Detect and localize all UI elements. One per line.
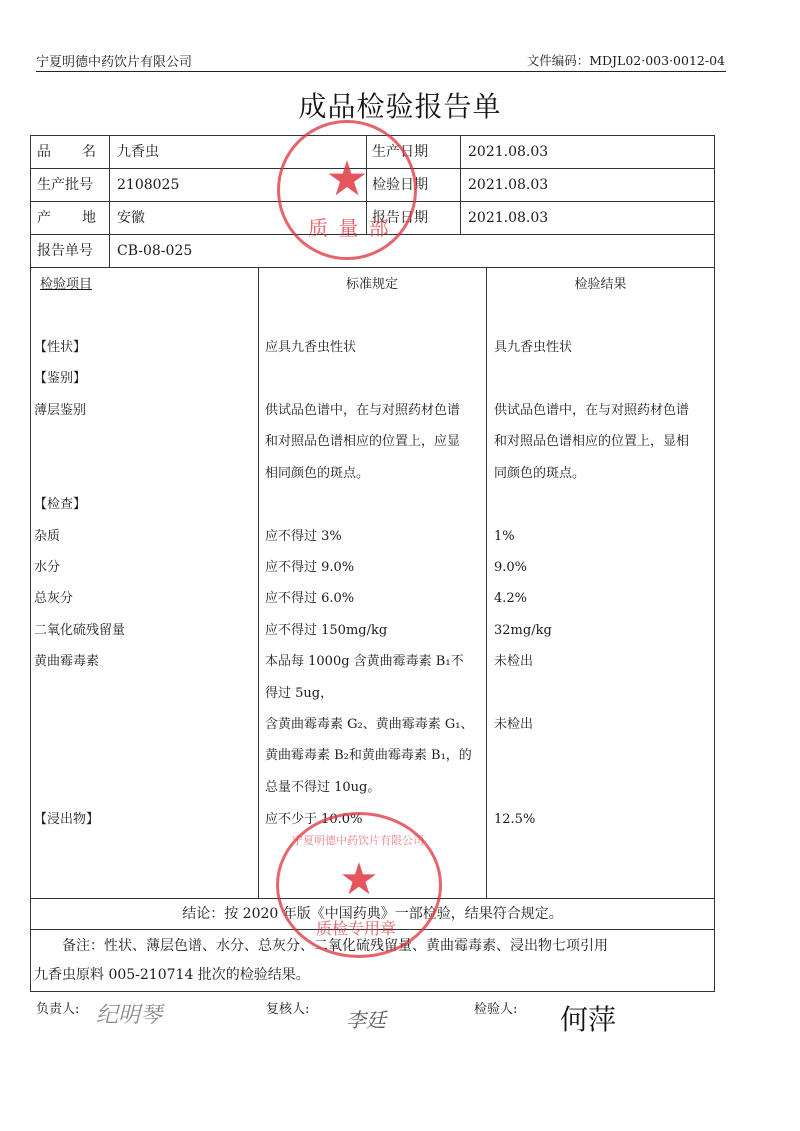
standard-impurity: 应不得过 3%: [265, 529, 342, 544]
item-extract: 【浸出物】: [34, 812, 100, 827]
inspection-date-label: 检验日期: [372, 177, 428, 193]
column-header-item: 检验项目: [40, 277, 93, 292]
result-tlc-line1: 供试品色谱中，在与对照药材色谱: [494, 403, 690, 418]
standard-aflatoxin-line4: 黄曲霉毒素 B₂和黄曲霉毒素 B₁，的: [265, 748, 472, 763]
result-so2: 32mg/kg: [494, 623, 552, 638]
remark-line2: 九香虫原料 005-210714 批次的检验结果。: [34, 967, 310, 983]
col-divider: [486, 267, 487, 898]
standard-total-ash: 应不得过 6.0%: [265, 591, 355, 606]
item-aflatoxin: 黄曲霉毒素: [34, 654, 100, 669]
item-identification: 【鉴别】: [34, 371, 87, 386]
result-total-ash: 4.2%: [494, 591, 528, 606]
standard-tlc-line2: 和对照品色谱相应的位置上，应显: [265, 434, 461, 449]
company-name: 宁夏明德中药饮片有限公司: [36, 55, 193, 70]
item-moisture: 水分: [34, 560, 61, 575]
standard-extract: 应不少于 10.0%: [265, 812, 363, 827]
batch-label: 生产批号: [37, 177, 93, 193]
standard-aflatoxin-line1: 本品每 1000g 含黄曲霉毒素 B₁不: [265, 654, 464, 669]
result-impurity: 1%: [494, 529, 515, 544]
product-name-label: 品 名: [37, 144, 97, 160]
item-so2: 二氧化硫残留量: [34, 623, 126, 638]
result-appearance: 具九香虫性状: [494, 340, 573, 355]
col-divider: [460, 135, 461, 234]
item-tlc: 薄层鉴别: [34, 403, 87, 418]
inspection-date-value: 2021.08.03: [468, 177, 549, 193]
standard-moisture: 应不得过 9.0%: [265, 560, 355, 575]
standard-aflatoxin-line2: 得过 5ug，: [265, 686, 334, 701]
inspector-signature: 何萍: [560, 1003, 617, 1036]
result-tlc-line3: 同颜色的斑点。: [494, 466, 586, 481]
document-code: 文件编码：MDJL02·003·0012-04: [526, 53, 725, 68]
column-header-result: 检验结果: [574, 277, 627, 292]
report-date-value: 2021.08.03: [468, 210, 549, 226]
reviewer-label: 复核人:: [266, 1002, 310, 1017]
page-title: 成品检验报告单: [298, 90, 502, 123]
standard-appearance: 应具九香虫性状: [265, 340, 357, 355]
result-aflatoxin-total: 未检出: [494, 717, 534, 732]
conclusion: 结论：按 2020 年版《中国药典》一部检验，结果符合规定。: [182, 906, 563, 922]
stamp-top-text: 质 量 部: [308, 216, 391, 240]
inspector-label: 检验人:: [474, 1002, 518, 1017]
standard-aflatoxin-line3: 含黄曲霉毒素 G₂、黄曲霉毒素 G₁、: [265, 717, 474, 732]
result-moisture: 9.0%: [494, 560, 528, 575]
standard-aflatoxin-line5: 总量不得过 10ug。: [265, 780, 381, 795]
item-appearance: 【性状】: [34, 340, 87, 355]
responsible-signature: 纪明琴: [96, 1003, 163, 1028]
result-aflatoxin-b1: 未检出: [494, 654, 534, 669]
item-inspection: 【检查】: [34, 497, 87, 512]
origin-label: 产 地: [37, 210, 97, 226]
result-tlc-line2: 和对照品色谱相应的位置上，显相: [494, 434, 690, 449]
col-divider: [258, 267, 259, 898]
star-icon: ★: [339, 854, 379, 905]
star-icon: ★: [325, 151, 369, 207]
report-no-value: CB-08-025: [117, 243, 193, 259]
row-divider: [30, 267, 715, 268]
production-date-label: 生产日期: [372, 144, 428, 160]
col-divider: [109, 135, 110, 267]
report-no-label: 报告单号: [37, 243, 93, 259]
item-impurity: 杂质: [34, 529, 61, 544]
stamp-company-text: 宁夏明德中药饮片有限公司: [292, 834, 424, 847]
item-total-ash: 总灰分: [34, 591, 74, 606]
column-header-standard: 标准规定: [345, 277, 398, 292]
stamp-bottom-text: 质检专用章: [316, 919, 397, 938]
standard-tlc-line3: 相同颜色的斑点。: [265, 466, 370, 481]
responsible-label: 负责人:: [36, 1002, 80, 1017]
standard-tlc-line1: 供试品色谱中，在与对照药材色谱: [265, 403, 461, 418]
report-date-label: 报告日期: [372, 210, 428, 226]
standard-so2: 应不得过 150mg/kg: [265, 623, 388, 638]
product-name-value: 九香虫: [117, 144, 159, 160]
origin-value: 安徽: [117, 210, 145, 226]
batch-value: 2108025: [117, 177, 180, 193]
header-divider: [36, 71, 726, 72]
reviewer-signature: 李廷: [346, 1008, 386, 1032]
remark-line1: 备注：性状、薄层色谱、水分、总灰分、二氧化硫残留量、黄曲霉毒素、浸出物七项引用: [62, 938, 608, 954]
result-extract: 12.5%: [494, 812, 536, 827]
production-date-value: 2021.08.03: [468, 144, 549, 160]
